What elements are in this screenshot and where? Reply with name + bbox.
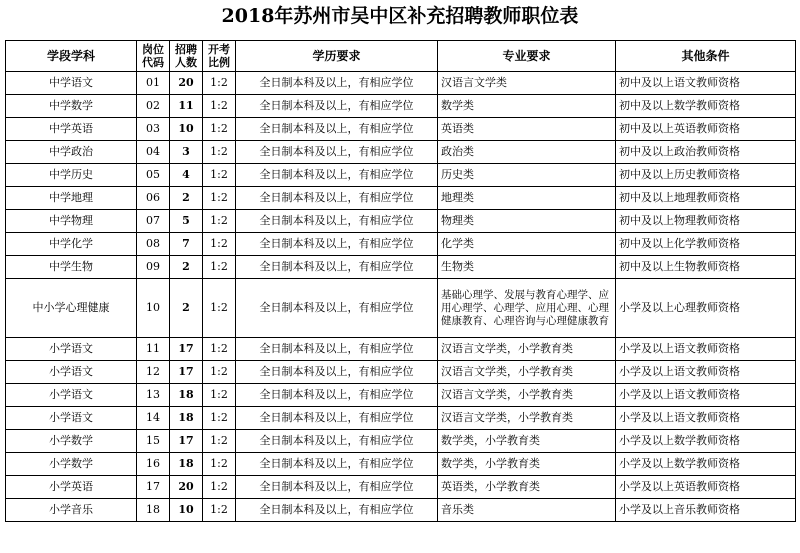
table-row [6,187,796,210]
cell-ratio: 1:2 [203,384,236,407]
header-subject: 学段学科 [6,41,137,72]
cell-education: 全日制本科及以上，有相应学位 [236,233,438,256]
cell-code: 10 [137,279,170,338]
cell-ratio: 1:2 [203,256,236,279]
cell-major: 汉语言文学类，小学教育类 [438,407,616,430]
cell-education: 全日制本科及以上，有相应学位 [236,279,438,338]
cell-count: 7 [170,233,203,256]
table-row [6,430,796,453]
cell-education: 全日制本科及以上，有相应学位 [236,430,438,453]
table-row [6,453,796,476]
cell-subject: 小学英语 [6,476,137,499]
cell-subject: 中学数学 [6,95,137,118]
cell-count: 17 [170,430,203,453]
cell-ratio: 1:2 [203,233,236,256]
cell-ratio: 1:2 [203,95,236,118]
cell-subject: 小学数学 [6,453,137,476]
cell-code: 16 [137,453,170,476]
table-row [6,233,796,256]
cell-code: 13 [137,384,170,407]
cell-other: 小学及以上音乐教师资格 [616,499,796,522]
cell-major: 英语类 [438,118,616,141]
cell-count: 17 [170,338,203,361]
cell-count: 18 [170,384,203,407]
cell-education: 全日制本科及以上，有相应学位 [236,118,438,141]
cell-code: 11 [137,338,170,361]
cell-subject: 小学音乐 [6,499,137,522]
cell-subject: 小学数学 [6,430,137,453]
cell-code: 18 [137,499,170,522]
cell-education: 全日制本科及以上，有相应学位 [236,407,438,430]
cell-other: 初中及以上英语教师资格 [616,118,796,141]
header-code: 岗位代码 [137,41,170,72]
cell-ratio: 1:2 [203,476,236,499]
cell-education: 全日制本科及以上，有相应学位 [236,164,438,187]
cell-other: 初中及以上化学教师资格 [616,233,796,256]
cell-count: 18 [170,453,203,476]
cell-major: 英语类，小学教育类 [438,476,616,499]
cell-major: 数学类，小学教育类 [438,430,616,453]
header-other: 其他条件 [616,41,796,72]
cell-major: 汉语言文学类，小学教育类 [438,338,616,361]
cell-subject: 小学语文 [6,361,137,384]
cell-count: 17 [170,361,203,384]
cell-major: 汉语言文学类，小学教育类 [438,384,616,407]
cell-ratio: 1:2 [203,407,236,430]
cell-major: 基础心理学、发展与教育心理学、应用心理学、心理学、应用心理、心理健康教育、心理咨询与心理健康教育 [438,279,616,338]
cell-other: 初中及以上数学教师资格 [616,95,796,118]
cell-subject: 中学语文 [6,72,137,95]
cell-subject: 小学语文 [6,407,137,430]
cell-education: 全日制本科及以上，有相应学位 [236,210,438,233]
table-row [6,476,796,499]
cell-count: 2 [170,279,203,338]
table-row [6,361,796,384]
cell-major: 音乐类 [438,499,616,522]
cell-code: 02 [137,95,170,118]
cell-other: 小学及以上语文教师资格 [616,407,796,430]
positions-table [5,40,796,522]
cell-subject: 小学语文 [6,384,137,407]
cell-major: 历史类 [438,164,616,187]
cell-subject: 中学生物 [6,256,137,279]
cell-education: 全日制本科及以上，有相应学位 [236,141,438,164]
header-education: 学历要求 [236,41,438,72]
cell-code: 15 [137,430,170,453]
cell-count: 5 [170,210,203,233]
cell-code: 01 [137,72,170,95]
cell-education: 全日制本科及以上，有相应学位 [236,384,438,407]
table-row [6,95,796,118]
cell-code: 14 [137,407,170,430]
cell-major: 汉语言文学类，小学教育类 [438,361,616,384]
cell-other: 小学及以上语文教师资格 [616,338,796,361]
cell-education: 全日制本科及以上，有相应学位 [236,338,438,361]
cell-ratio: 1:2 [203,279,236,338]
cell-count: 11 [170,95,203,118]
cell-count: 2 [170,256,203,279]
cell-other: 初中及以上语文教师资格 [616,72,796,95]
cell-other: 初中及以上物理教师资格 [616,210,796,233]
cell-subject: 中学地理 [6,187,137,210]
table-row [6,256,796,279]
cell-education: 全日制本科及以上，有相应学位 [236,499,438,522]
cell-education: 全日制本科及以上，有相应学位 [236,476,438,499]
table-row [6,210,796,233]
cell-subject: 中小学心理健康 [6,279,137,338]
cell-major: 地理类 [438,187,616,210]
table-row [6,407,796,430]
cell-ratio: 1:2 [203,338,236,361]
cell-other: 初中及以上地理教师资格 [616,187,796,210]
header-major: 专业要求 [438,41,616,72]
table-row [6,338,796,361]
cell-education: 全日制本科及以上，有相应学位 [236,361,438,384]
cell-other: 初中及以上生物教师资格 [616,256,796,279]
cell-major: 生物类 [438,256,616,279]
cell-count: 10 [170,118,203,141]
cell-subject: 中学历史 [6,164,137,187]
cell-ratio: 1:2 [203,141,236,164]
table-row [6,118,796,141]
cell-other: 小学及以上英语教师资格 [616,476,796,499]
cell-count: 20 [170,72,203,95]
cell-code: 04 [137,141,170,164]
header-count: 招聘人数 [170,41,203,72]
cell-ratio: 1:2 [203,72,236,95]
cell-other: 小学及以上数学教师资格 [616,430,796,453]
cell-education: 全日制本科及以上，有相应学位 [236,95,438,118]
cell-ratio: 1:2 [203,164,236,187]
cell-count: 18 [170,407,203,430]
cell-other: 初中及以上政治教师资格 [616,141,796,164]
cell-other: 小学及以上心理教师资格 [616,279,796,338]
cell-ratio: 1:2 [203,118,236,141]
cell-code: 03 [137,118,170,141]
cell-count: 2 [170,187,203,210]
table-row [6,279,796,338]
cell-code: 17 [137,476,170,499]
cell-subject: 中学化学 [6,233,137,256]
cell-ratio: 1:2 [203,361,236,384]
cell-ratio: 1:2 [203,210,236,233]
cell-education: 全日制本科及以上，有相应学位 [236,256,438,279]
cell-other: 初中及以上历史教师资格 [616,164,796,187]
header-ratio: 开考比例 [203,41,236,72]
cell-count: 20 [170,476,203,499]
cell-count: 3 [170,141,203,164]
table-row [6,72,796,95]
cell-ratio: 1:2 [203,187,236,210]
cell-code: 09 [137,256,170,279]
table-header-row [6,41,796,72]
cell-major: 数学类 [438,95,616,118]
cell-subject: 中学政治 [6,141,137,164]
cell-other: 小学及以上数学教师资格 [616,453,796,476]
cell-major: 汉语言文学类 [438,72,616,95]
page-title: 2018年苏州市吴中区补充招聘教师职位表 [221,5,579,27]
cell-subject: 中学物理 [6,210,137,233]
cell-other: 小学及以上语文教师资格 [616,384,796,407]
cell-major: 数学类，小学教育类 [438,453,616,476]
cell-education: 全日制本科及以上，有相应学位 [236,72,438,95]
cell-count: 4 [170,164,203,187]
cell-subject: 小学语文 [6,338,137,361]
table-row [6,141,796,164]
table-row [6,384,796,407]
cell-major: 政治类 [438,141,616,164]
cell-ratio: 1:2 [203,499,236,522]
table-row [6,164,796,187]
cell-code: 08 [137,233,170,256]
cell-code: 12 [137,361,170,384]
cell-ratio: 1:2 [203,453,236,476]
cell-count: 10 [170,499,203,522]
cell-education: 全日制本科及以上，有相应学位 [236,187,438,210]
cell-other: 小学及以上语文教师资格 [616,361,796,384]
cell-major: 物理类 [438,210,616,233]
cell-major: 化学类 [438,233,616,256]
table-row [6,499,796,522]
cell-education: 全日制本科及以上，有相应学位 [236,453,438,476]
cell-ratio: 1:2 [203,430,236,453]
cell-code: 05 [137,164,170,187]
cell-subject: 中学英语 [6,118,137,141]
cell-code: 06 [137,187,170,210]
cell-code: 07 [137,210,170,233]
